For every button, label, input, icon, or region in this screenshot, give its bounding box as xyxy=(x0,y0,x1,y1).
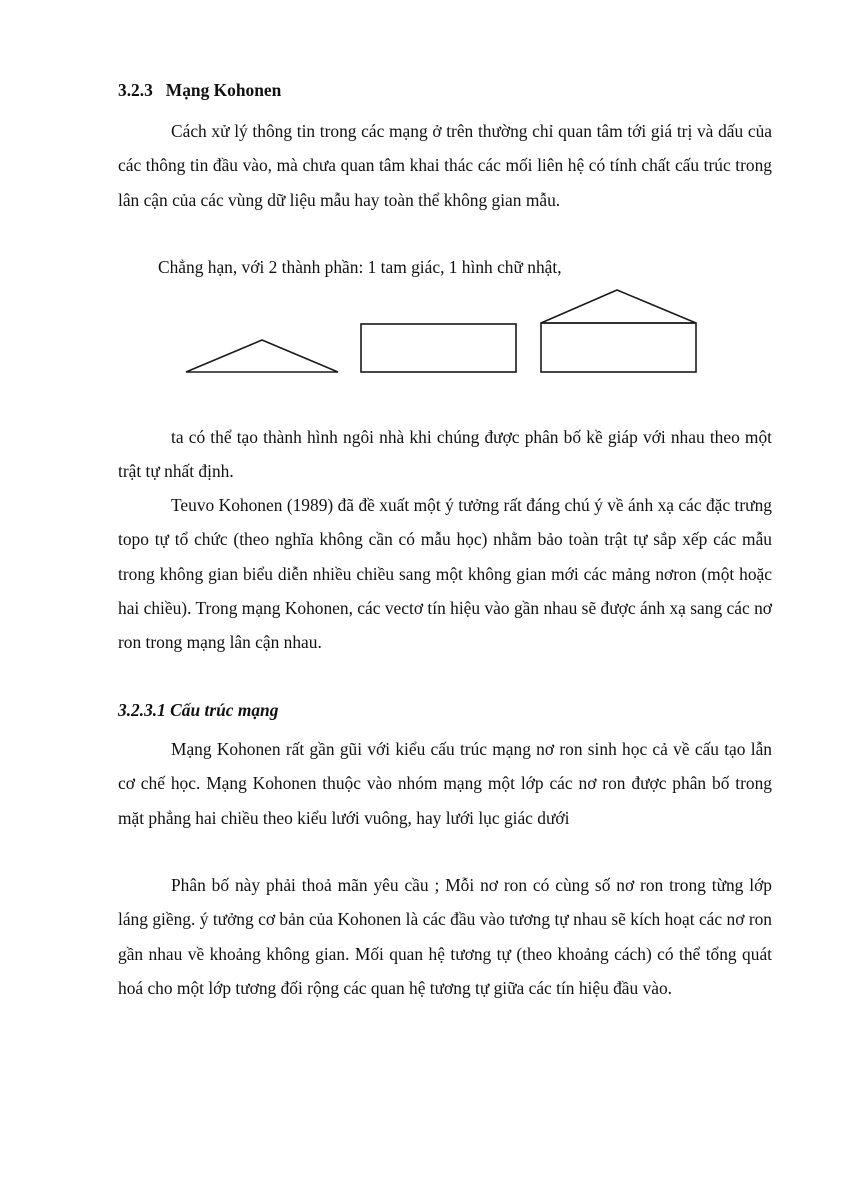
rectangle-shape xyxy=(361,324,516,372)
paragraph-house: ta có thể tạo thành hình ngôi nhà khi chúng được phân bố kề giáp với nhau theo một trật tự nhất định. xyxy=(118,427,772,482)
section-number: 3.2.3 xyxy=(118,80,153,100)
paragraph-intro: Cách xử lý thông tin trong các mạng ở trên thường chỉ quan tâm tới giá trị và dấu của các thông tin đầu vào, mà chưa quan tâm khai thác các mối liên hệ có tính chất cấu trúc trong lân cận của các vùng dữ liệu mẫu hay toàn thể không gian mẫu. xyxy=(118,121,772,210)
section-heading xyxy=(118,80,281,101)
shapes-figure xyxy=(0,280,848,390)
paragraph-distribution: Phân bố này phải thoả mãn yêu cầu ; Mỗi nơ ron có cùng số nơ ron trong từng lớp láng giềng. ý tưởng cơ bản của Kohonen là các đầu vào tương tự nhau sẽ kích hoạt các nơ ron gần nhau về khoảng không gian. Mối quan hệ tương tự (theo khoảng cách) có thể tổng quát hoá cho một lớp tương đối rộng các quan hệ tương tự giữa các tín hiệu đầu vào. xyxy=(118,875,772,998)
subsection-heading: 3.2.3.1 Cấu trúc mạng xyxy=(118,700,279,720)
paragraph-example: Chẳng hạn, với 2 thành phần: 1 tam giác, 1 hình chữ nhật, xyxy=(158,257,562,277)
house-shape xyxy=(541,290,696,372)
house-roof xyxy=(541,290,696,323)
paragraph-structure: Mạng Kohonen rất gần gũi với kiểu cấu trúc mạng nơ ron sinh học cả về cấu tạo lẫn cơ chế học. Mạng Kohonen thuộc vào nhóm mạng một lớp các nơ ron được phân bố trong mặt phẳng hai chiều theo kiểu lưới vuông, hay lưới lục giác dưới xyxy=(118,739,772,828)
section-title: Mạng Kohonen xyxy=(165,80,282,100)
triangle-shape xyxy=(186,340,338,372)
paragraph-kohonen-history: Teuvo Kohonen (1989) đã đề xuất một ý tưởng rất đáng chú ý về ánh xạ các đặc trưng topo tự tổ chức (theo nghĩa không cần có mẫu học) nhằm bảo toàn trật tự sắp xếp các mẫu trong không gian biểu diễn nhiều chiều sang một không gian mới các mảng nơron (một hoặc hai chiều). Trong mạng Kohonen, các vectơ tín hiệu vào gần nhau sẽ được ánh xạ sang các nơ ron trong mạng lân cận nhau. xyxy=(118,495,772,653)
house-body xyxy=(541,323,696,372)
